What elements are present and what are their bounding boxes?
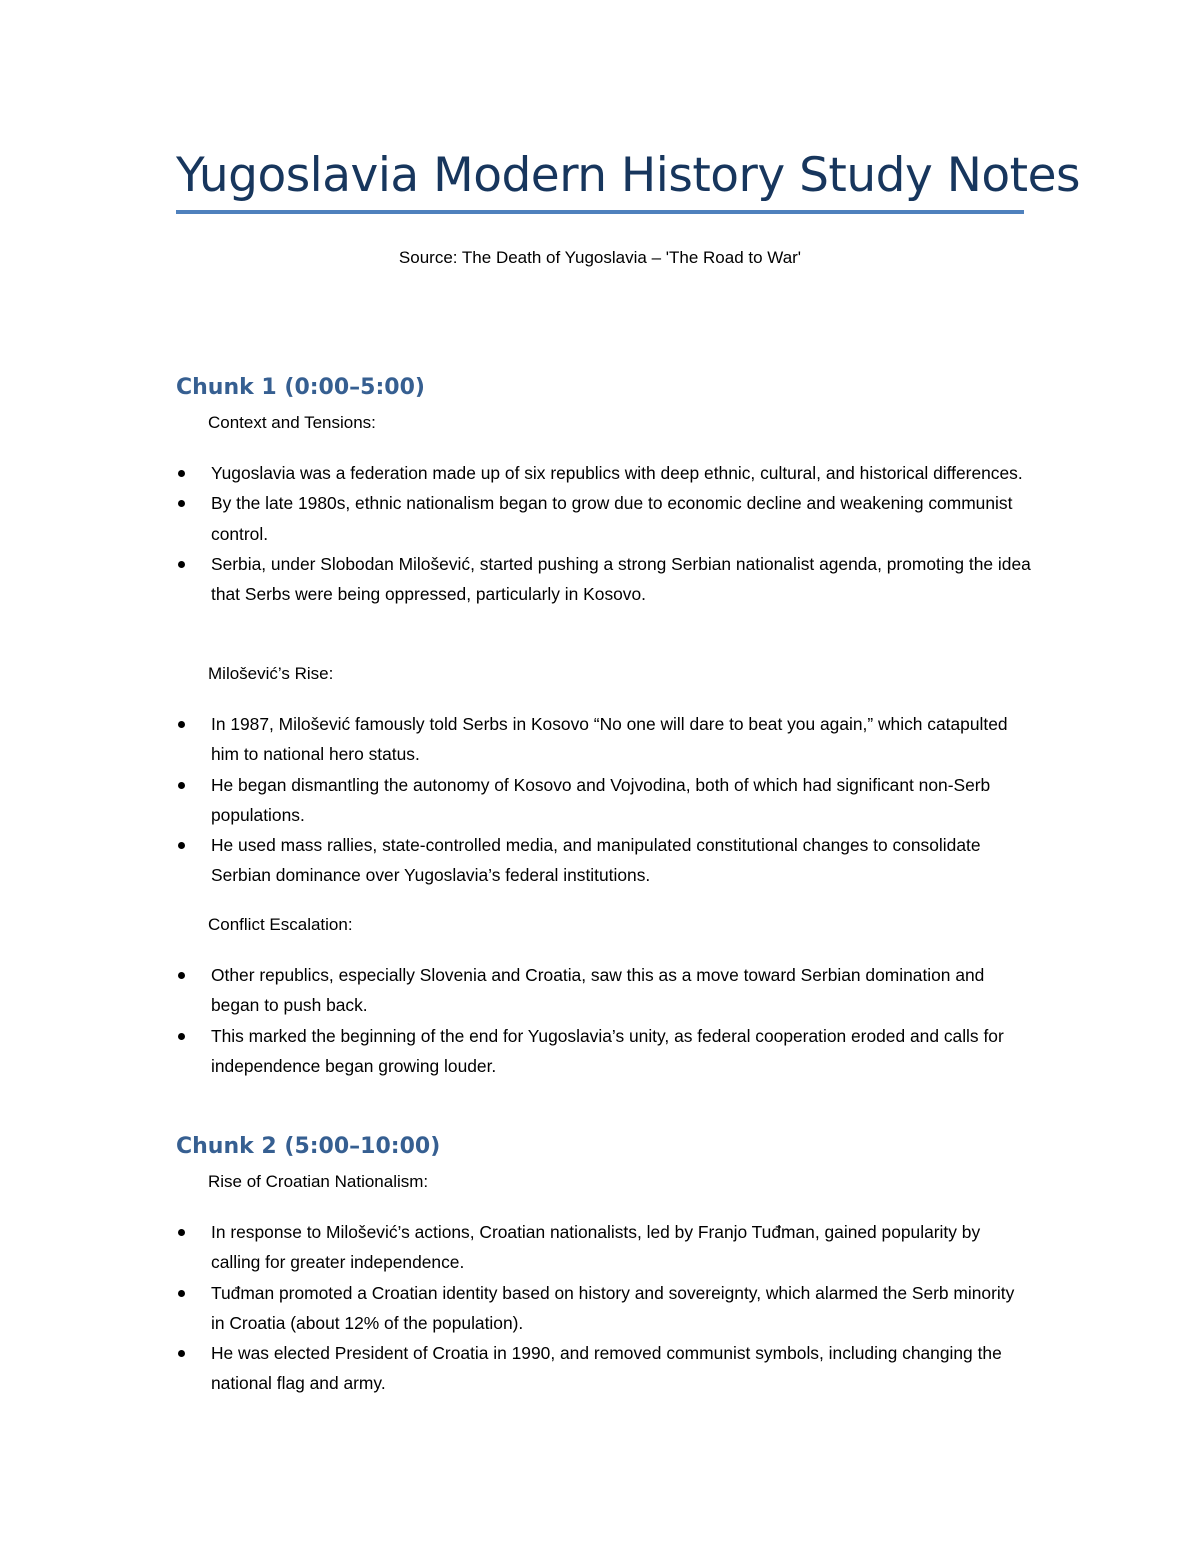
list-item-text: In response to Milošević’s actions, Croatian nationalists, led by Franjo Tuđman, gained popularity by calling for greater independence. bbox=[211, 1222, 981, 1273]
bullet-icon bbox=[178, 972, 185, 979]
list-item-text: Other republics, especially Slovenia and Croatia, saw this as a move toward Serbian domination and began to push back. bbox=[211, 965, 985, 1016]
list-item-text: He was elected President of Croatia in 1990, and removed communist symbols, including changing the national flag and army. bbox=[211, 1343, 1002, 1394]
document-title: Yugoslavia Modern History Study Notes bbox=[176, 148, 1080, 203]
list-item bbox=[176, 709, 1032, 770]
list-item bbox=[176, 770, 1032, 831]
bullet-icon bbox=[178, 1350, 185, 1357]
list-item bbox=[176, 1021, 1032, 1082]
bullet-icon bbox=[178, 561, 185, 568]
list-item bbox=[176, 960, 1032, 1021]
chunk-2-heading: Chunk 2 (5:00–10:00) bbox=[176, 1134, 441, 1159]
list-item-text: Yugoslavia was a federation made up of six republics with deep ethnic, cultural, and historical differences. bbox=[211, 463, 1023, 483]
title-underline bbox=[176, 210, 1024, 214]
list-item-text: In 1987, Milošević famously told Serbs in Kosovo “No one will dare to beat you again,” which catapulted him to national hero status. bbox=[211, 714, 1008, 765]
chunk-1-heading: Chunk 1 (0:00–5:00) bbox=[176, 375, 425, 400]
list-item-text: He used mass rallies, state-controlled media, and manipulated constitutional changes to consolidate Serbian dominance over Yugoslavia’s federal institutions. bbox=[211, 835, 981, 886]
list-item-text: This marked the beginning of the end for Yugoslavia’s unity, as federal cooperation eroded and calls for independence began growing louder. bbox=[211, 1025, 1004, 1076]
list-item bbox=[176, 488, 1032, 549]
list-item-text: He began dismantling the autonomy of Kosovo and Vojvodina, both of which had significant non-Serb populations. bbox=[211, 774, 991, 825]
subheading-rise-of-croatian-nationalism: Rise of Croatian Nationalism: bbox=[208, 1172, 429, 1191]
bullet-icon bbox=[178, 470, 185, 477]
bullet-list-context-and-tensions bbox=[176, 458, 1032, 609]
list-item bbox=[176, 1278, 1032, 1339]
list-item bbox=[176, 458, 1032, 488]
list-item bbox=[176, 1217, 1032, 1278]
list-item-text: Serbia, under Slobodan Milošević, started pushing a strong Serbian nationalist agenda, promoting the idea that Serbs were being oppressed, particularly in Kosovo. bbox=[211, 553, 1031, 605]
bullet-icon bbox=[178, 842, 185, 849]
list-item bbox=[176, 549, 1032, 610]
subheading-conflict-escalation: Conflict Escalation: bbox=[208, 915, 353, 934]
bullet-icon bbox=[178, 721, 185, 728]
bullet-icon bbox=[178, 1290, 185, 1297]
list-item bbox=[176, 1338, 1032, 1399]
list-item bbox=[176, 830, 1032, 891]
subheading-context-and-tensions: Context and Tensions: bbox=[208, 413, 376, 432]
list-item-text: By the late 1980s, ethnic nationalism began to grow due to economic decline and weakening communist control. bbox=[211, 493, 1013, 544]
bullet-icon bbox=[178, 782, 185, 789]
bullet-list-milosevic-rise bbox=[176, 709, 1032, 891]
subheading-milosevic-rise: Milošević’s Rise: bbox=[208, 664, 334, 683]
source-line: Source: The Death of Yugoslavia – 'The Road to War' bbox=[398, 248, 802, 267]
bullet-icon bbox=[178, 1229, 185, 1236]
bullet-list-croatian-nationalism bbox=[176, 1217, 1032, 1399]
list-item-text: Tuđman promoted a Croatian identity based on history and sovereignty, which alarmed the Serb minority in Croatia (about 12% of the population). bbox=[211, 1282, 1015, 1333]
bullet-icon bbox=[178, 500, 185, 507]
bullet-list-conflict-escalation bbox=[176, 960, 1032, 1081]
bullet-icon bbox=[178, 1033, 185, 1040]
